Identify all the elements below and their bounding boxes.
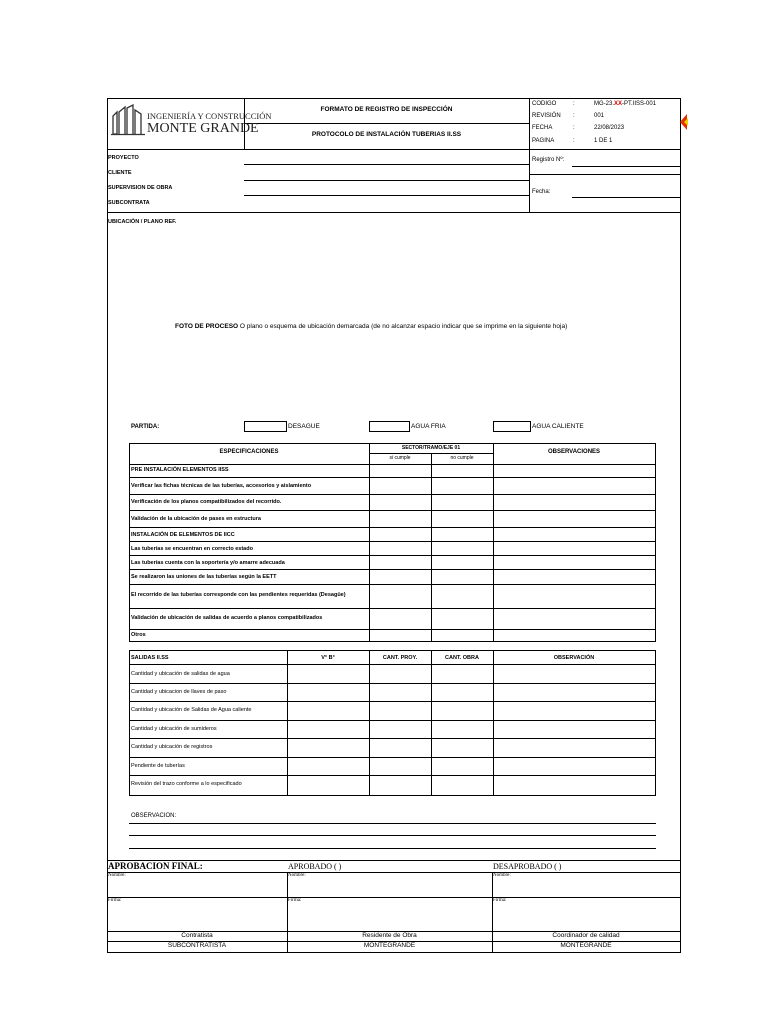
outlet-row-line [129, 701, 656, 702]
proyecto-label: PROYECTO [108, 155, 139, 161]
desaprobado-option[interactable]: DESAPROBADO ( ) [493, 862, 562, 871]
frame-right [680, 98, 681, 953]
outlet-line-top [129, 650, 656, 651]
observacion-label: OBSERVACION: [131, 813, 177, 819]
spec-row-line [129, 555, 656, 556]
outlet-row-line [129, 720, 656, 721]
spec-line-top [129, 443, 656, 444]
fecha-value: 22/08/2023 [594, 125, 625, 131]
partida-label: PARTIDA: [131, 424, 160, 430]
spec-col-3 [493, 443, 494, 641]
spec-row: Se realizaron las uniones de las tuberías según la EETT [131, 574, 277, 580]
spec-row: Las tuberías se encuentran en correcto estado [131, 546, 253, 552]
logo-text-line2: MONTE GRANDE [147, 121, 259, 136]
info-bottom-line [107, 212, 681, 213]
spec-row: Otros [131, 632, 146, 638]
aprobacion-final-title: APROBACION FINAL: [108, 861, 203, 871]
spec-header-si-cumple: si cumple [389, 455, 411, 461]
spec-col-1 [369, 443, 370, 641]
partida-agua-fria-label: AGUA FRIA [411, 423, 446, 430]
outlet-line-right [655, 650, 656, 795]
registro-divider [529, 174, 680, 175]
outlet-row: Cantidad y ubicación de salidas de agua [131, 671, 230, 677]
partida-agua-caliente-label: AGUA CALIENTE [532, 423, 584, 430]
partida-desague-label: DESAGUE [288, 423, 320, 430]
outlet-line-bottom [129, 795, 656, 796]
spec-header-no-cumple: no cumple [450, 455, 474, 461]
frame-top [107, 98, 681, 99]
company-logo-icon [111, 104, 145, 136]
revision-value: 001 [594, 113, 605, 119]
spec-row-line [129, 584, 656, 585]
fecha-info-label: Fecha: [532, 189, 551, 195]
outlet-row: Cantidad y ubicación de registros [131, 744, 213, 750]
frame-left [107, 98, 108, 953]
outlet-col-1 [287, 650, 288, 795]
codigo-label: CODIGO [532, 101, 557, 107]
codigo-value: MG-23.XX-PT.IISS-001 [594, 101, 657, 107]
outlet-row-line [129, 664, 656, 665]
subcontrata-label: SUBCONTRATA [108, 200, 150, 206]
fecha-label: FECHA [532, 125, 553, 131]
partida-agua-fria-checkbox[interactable] [369, 421, 410, 432]
spec-row-section: INSTALACIÓN DE ELEMENTOS DE IICC [131, 532, 235, 538]
spec-row-line [129, 527, 656, 528]
registro-field[interactable] [572, 166, 680, 167]
outlet-row: Revisión del trazo conforme a lo especificado [131, 781, 242, 787]
red-marker-inner [684, 118, 688, 126]
proyecto-field[interactable] [244, 164, 529, 165]
outlet-col-3 [431, 650, 432, 795]
fecha-colon: : [573, 125, 575, 131]
spec-row: Validación de la ubicación de pases en estructura [131, 516, 261, 522]
observacion-line-2[interactable] [129, 835, 656, 836]
role-coordinador: Coordinador de calidad [552, 932, 620, 939]
spec-row: Verificación de los planos compatibilizados del recorrido. [131, 499, 282, 505]
spec-col-2 [431, 453, 432, 641]
spec-row-section: PRE INSTALACIÓN ELEMENTOS IISS [131, 467, 229, 473]
spec-line-left [129, 443, 130, 641]
outlet-row: Cantidad y ubicacion de llaves de paso [131, 689, 227, 695]
outlet-header-vb: V° B° [321, 655, 335, 661]
spec-row: Las tuberías cuenta con la soportería y/o amarre adecuada [131, 560, 285, 566]
spec-row-line [129, 541, 656, 542]
header-divider-2 [529, 98, 530, 212]
spec-row-line [129, 569, 656, 570]
outlet-row: Cantidad y ubicación de sumideros [131, 726, 217, 732]
aprobado-option[interactable]: APROBADO ( ) [288, 862, 342, 871]
cliente-label: CLIENTE [108, 170, 132, 176]
revision-label: REVISIÓN [532, 113, 561, 119]
revision-colon: : [573, 113, 575, 119]
outlet-row-line [129, 775, 656, 776]
outlet-header-observacion: OBSERVACIÓN [553, 655, 595, 661]
partida-agua-caliente-checkbox[interactable] [493, 421, 531, 432]
codigo-colon: : [573, 101, 575, 107]
spec-row: Validación de ubicación de salidas de acuerdo a planos compatibilizados [131, 615, 323, 621]
firma-label-3: Firma: [493, 898, 507, 903]
fecha-field[interactable] [572, 197, 680, 198]
frame-bottom [107, 952, 681, 953]
logo-text-line1: INGENIERÍA Y CONSTRUCCIÓN [147, 111, 272, 121]
role-residente: Residente de Obra [362, 932, 417, 939]
spec-row-line [129, 629, 656, 630]
partida-desague-checkbox[interactable] [244, 421, 287, 432]
outlet-header-salidas: SALIDAS II.SS [131, 655, 169, 661]
header-bottom-line [107, 149, 681, 150]
pagina-colon: : [573, 138, 575, 144]
observacion-line-3[interactable] [129, 848, 656, 849]
ubicacion-label: UBICACIÓN / PLANO REF. [108, 219, 177, 225]
nombre-label-3: Nombre: [493, 873, 511, 878]
spec-line-bottom [129, 641, 656, 642]
role-contratista: Contratista [181, 932, 213, 939]
outlet-line-left [129, 650, 130, 795]
nombre-label-2: Nombre: [288, 873, 306, 878]
form-subtitle: PROTOCOLO DE INSTALACIÓN TUBERIAS II.SS [311, 131, 462, 138]
nombre-label-1: Nombre: [108, 873, 126, 878]
spec-line-right [655, 443, 656, 641]
cliente-field[interactable] [244, 180, 529, 181]
spec-row: Verificar las fichas técnicas de las tuberías, accesorios y aislamiento [131, 483, 312, 489]
outlet-row: Pendiente de tuberías [131, 763, 185, 769]
outlet-row-line [129, 683, 656, 684]
form-title: FORMATO DE REGISTRO DE INSPECCIÓN [320, 106, 453, 113]
registro-label: Registro Nº: [532, 157, 565, 163]
pagina-label: PAGINA [532, 138, 555, 144]
spec-row-line [129, 464, 656, 465]
spec-row-line [129, 477, 656, 478]
company-subcontratista: SUBCONTRATISTA [167, 942, 227, 949]
approval-header-line [107, 872, 681, 873]
outlet-header-cant-proy: CANT. PROY. [382, 655, 418, 661]
spec-row-line [129, 608, 656, 609]
spec-subhead-line [369, 453, 493, 454]
spec-header-sector: SECTOR/TRAMO/EJE 01 [401, 445, 461, 451]
spec-header-observaciones: OBSERVACIONES [547, 449, 601, 455]
pagina-value: 1 DE 1 [594, 138, 613, 144]
firma-label-2: Firma: [288, 898, 302, 903]
observacion-line-1[interactable] [129, 823, 656, 824]
outlet-col-4 [493, 650, 494, 795]
outlet-header-cant-obra: CANT. OBRA [445, 655, 479, 661]
outlet-col-2 [369, 650, 370, 795]
spec-row-line [129, 494, 656, 495]
firma-label-1: Firma: [108, 898, 122, 903]
company-montegrande-2: MONTEGRANDE [560, 942, 612, 949]
spec-row: El recorrido de las tuberías corresponde con las pendientes requeridas (Desagüe) [131, 592, 346, 598]
spec-header-especificaciones: ESPECIFICACIONES [219, 449, 279, 455]
company-montegrande-1: MONTEGRANDE [363, 942, 416, 949]
outlet-row-line [129, 738, 656, 739]
supervision-label: SUPERVISION DE OBRA [108, 185, 173, 191]
outlet-row: Cantidad y ubicación de Salidas de Agua caliente [131, 707, 252, 713]
spec-row-line [129, 510, 656, 511]
supervision-field[interactable] [244, 195, 529, 196]
header-mid-line [244, 123, 529, 124]
outlet-row-line [129, 757, 656, 758]
photo-area-caption: FOTO DE PROCESO O plano o esquema de ubicación demarcada (de no alcanzar espacio indicar que se imprime en la siguiente hoja) [175, 323, 568, 330]
approval-mid-line [107, 897, 681, 898]
